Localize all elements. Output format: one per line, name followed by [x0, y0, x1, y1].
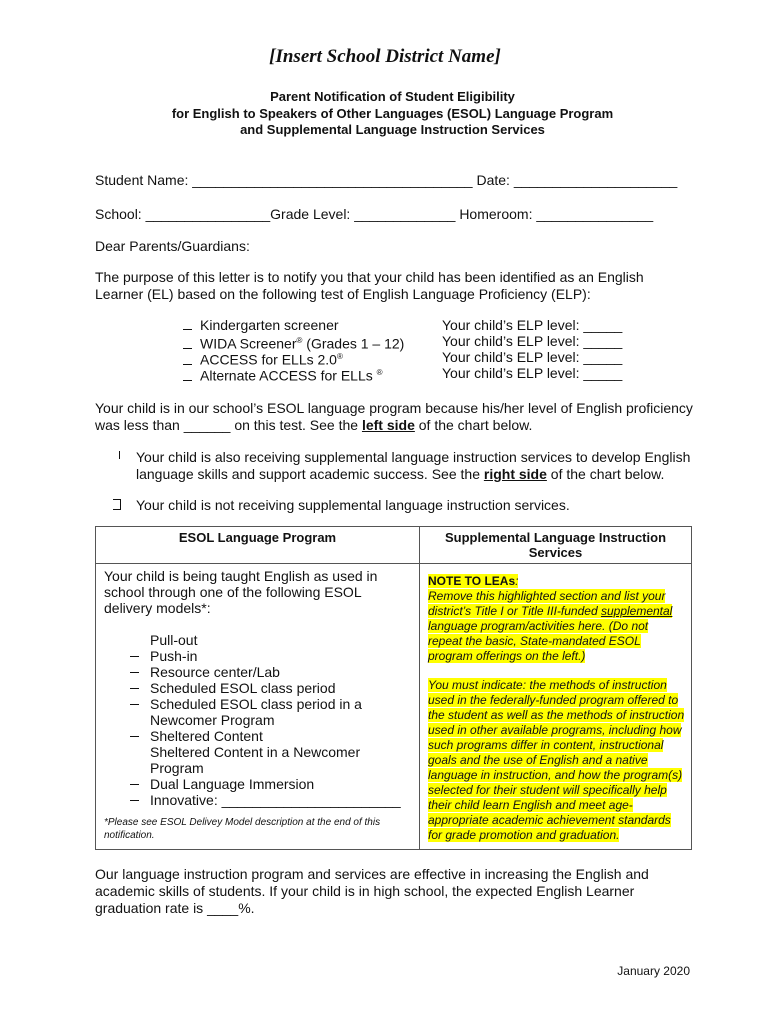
- model-item[interactable]: Push-in: [104, 648, 412, 664]
- model-item[interactable]: Dual Language Immersion: [104, 776, 412, 792]
- checkbox-blank[interactable]: [183, 329, 192, 330]
- model-item[interactable]: Pull-out: [150, 632, 198, 648]
- checkbox-not-receiving[interactable]: [113, 499, 121, 510]
- esol-program-cell: [96, 564, 420, 850]
- note-to-leas: NOTE TO LEAs: Remove this highlighted section and list your district’s Title I or Title III-funded supplemental language program/activities here. (Do not repeat the basic, State-mandated ESOL program offerings on the left.): [428, 574, 673, 663]
- option-not-receiving-services: Your child is not receiving supplemental language instruction services.: [136, 497, 570, 513]
- option-receiving-services: Your child is also receiving supplemental language instruction services to develop English language skills and support academic success. See the right side of the chart below.: [136, 449, 691, 482]
- test-item-alternate-access[interactable]: Alternate ACCESS for ELLs ®: [183, 365, 404, 381]
- program-paragraph: Your child is in our school’s ESOL language program because his/her level of English proficiency was less than ______ on this test. See the left side of the chart below.: [95, 400, 693, 433]
- model-item[interactable]: Innovative: _______________________: [104, 792, 412, 808]
- checkbox-blank[interactable]: [130, 688, 139, 689]
- model-item[interactable]: Sheltered Content in a Newcomer Program: [150, 744, 361, 776]
- checkbox-blank[interactable]: [130, 704, 139, 705]
- purpose-paragraph: The purpose of this letter is to notify you that your child has been identified as an English Learner (EL) based on the following test of English Language Proficiency (ELP):: [95, 269, 644, 302]
- document-date: January 2020: [617, 964, 690, 978]
- elp-level-field[interactable]: Your child’s ELP level: _____: [442, 317, 623, 333]
- checkbox-blank[interactable]: [130, 784, 139, 785]
- lea-instructions: You must indicate: the methods of instruction used in the federally-funded program offered to the student as well as the methods of instruction used in other available programs, including how such programs differ in content, instructional goals and the use of English and a native language in instruction, and how the program(s) selected for their student will specifically help their child learn English and meet age-appropriate academic achievement standards for grade promotion and graduation.: [428, 678, 685, 842]
- right-column-header: Supplemental Language Instruction Services: [420, 527, 692, 564]
- checkbox-receiving[interactable]: [119, 451, 128, 459]
- checkbox-blank[interactable]: [183, 380, 192, 381]
- closing-paragraph: Our language instruction program and services are effective in increasing the English and academic skills of students. If your child is in high school, the expected English Learner graduation rate is ____%.: [95, 866, 649, 916]
- checkbox-blank[interactable]: [130, 672, 139, 673]
- model-item[interactable]: Scheduled ESOL class period in a Newcomer Program: [104, 696, 412, 728]
- title-line-1: Parent Notification of Student Eligibility: [270, 89, 515, 104]
- elp-level-field[interactable]: Your child’s ELP level: _____: [442, 333, 623, 349]
- model-item[interactable]: Sheltered Content: [104, 728, 412, 744]
- title-line-2: for English to Speakers of Other Languages (ESOL) Language Program: [171, 106, 614, 121]
- elp-level-field[interactable]: Your child’s ELP level: _____: [442, 349, 623, 365]
- checkbox-blank[interactable]: [130, 656, 139, 657]
- elp-level-list: [442, 317, 622, 381]
- student-name-line: Student Name: ____________________________________ Date: _____________________: [95, 172, 678, 188]
- district-name: [Insert School District Name]: [269, 46, 501, 67]
- delivery-model-footnote: *Please see ESOL Delivey Model description at the end of this notification.: [104, 817, 381, 841]
- test-item-wida[interactable]: WIDA Screener® (Grades 1 – 12): [183, 333, 404, 349]
- model-item[interactable]: Scheduled ESOL class period: [104, 680, 412, 696]
- model-item[interactable]: Resource center/Lab: [104, 664, 412, 680]
- supplemental-services-cell: [420, 564, 692, 850]
- elp-level-field[interactable]: Your child’s ELP level: _____: [442, 365, 623, 381]
- delivery-model-list: [104, 632, 412, 808]
- checkbox-blank[interactable]: [130, 736, 139, 737]
- esol-intro: Your child is being taught English as used in school through one of the following ESOL delivery models*:: [104, 568, 378, 616]
- checkbox-blank[interactable]: [130, 800, 139, 801]
- elp-test-list: [183, 317, 405, 384]
- school-line: School: ________________Grade Level: _____________ Homeroom: _______________: [95, 206, 654, 222]
- test-item-kindergarten[interactable]: Kindergarten screener: [183, 317, 404, 333]
- test-item-access[interactable]: ACCESS for ELLs 2.0®: [183, 349, 404, 365]
- salutation: Dear Parents/Guardians:: [95, 238, 250, 254]
- left-column-header: ESOL Language Program: [96, 527, 420, 564]
- title-line-3: and Supplemental Language Instruction Services: [240, 122, 545, 137]
- program-chart: [95, 526, 692, 850]
